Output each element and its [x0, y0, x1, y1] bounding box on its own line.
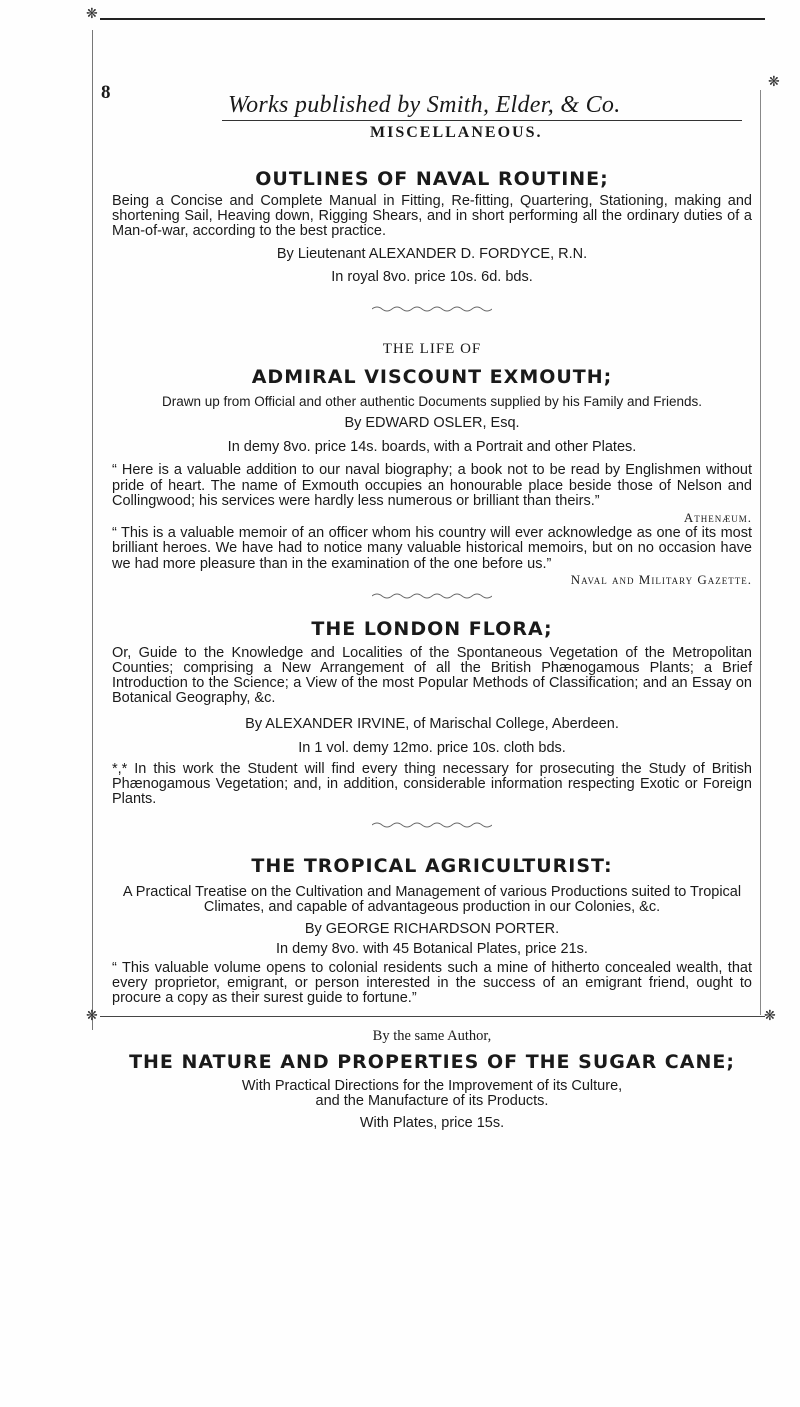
book-subtitle: A Practical Treatise on the Cultivation and Management of various Productions suited to Tropical Climates, and capable of advantageous production in our Colonies, &c. [122, 884, 742, 915]
top-rule [100, 18, 765, 20]
book-subtitle-line: and the Manufacture of its Products. [315, 1093, 549, 1109]
book-entry [112, 341, 752, 600]
book-author: By GEORGE RICHARDSON PORTER. [304, 921, 560, 937]
book-title: THE LONDON FLORA; [311, 618, 553, 640]
book-author: By EDWARD OSLER, Esq. [344, 415, 520, 431]
left-frame-line [92, 30, 93, 1030]
book-title: ADMIRAL VISCOUNT EXMOUTH; [251, 366, 613, 388]
book-price: In royal 8vo. price 10s. 6d. bds. [331, 269, 533, 285]
book-entry [112, 618, 752, 829]
book-entry [112, 855, 752, 1006]
corner-ornament-icon: ❋ [86, 7, 98, 22]
book-subtitle: Being a Concise and Complete Manual in Fitting, Re-fitting, Quartering, Stationing, making and shortening Sail, Heaving down, Rigging Shears, and in short performing all the ordinary duties of a Man-of-war, according to the best practice. [112, 193, 752, 239]
book-note: *,* In this work the Student will find every thing necessary for prosecuting the Study of British Phænogamous Vegetation; and, in addition, considerable information respecting Exotic or Foreign Plants. [112, 761, 752, 807]
book-title-prefix: THE LIFE OF [382, 341, 482, 357]
book-title: OUTLINES OF NAVAL ROUTINE; [255, 168, 609, 190]
book-title: THE TROPICAL AGRICULTURIST: [251, 855, 613, 877]
running-head: Works published by Smith, Elder, & Co. [228, 92, 621, 118]
review-quote: “ This is a valuable memoir of an officer whom his country will ever acknowledge as one of its most brilliant heroes. We have had to notice many valuable historical memoirs, but on no occasion have we had more pleasure than in the examination of the one before us.” [112, 524, 752, 572]
book-entry [112, 1028, 752, 1131]
book-subtitle-line: With Practical Directions for the Improvement of its Culture, [241, 1078, 623, 1094]
review-source: Athenæum. [683, 509, 752, 525]
book-title-prefix: By the same Author, [372, 1028, 492, 1044]
book-author: By ALEXANDER IRVINE, of Marischal College, Aberdeen. [245, 716, 619, 732]
book-entry [112, 168, 752, 313]
book-title: THE NATURE AND PROPERTIES OF THE SUGAR CANE; [129, 1051, 735, 1073]
book-subtitle: Drawn up from Official and other authentic Documents supplied by his Family and Friends. [161, 394, 702, 409]
review-source: Naval and Military Gazette. [570, 572, 752, 587]
section-heading: MISCELLANEOUS. [370, 124, 543, 141]
book-price: In 1 vol. demy 12mo. price 10s. cloth bds. [298, 740, 566, 756]
wavy-separator [372, 592, 492, 600]
book-price: In demy 8vo. price 14s. boards, with a Portrait and other Plates. [227, 439, 637, 455]
book-subtitle: Or, Guide to the Knowledge and Localities of the Spontaneous Vegetation of the Metropolitan Counties; comprising a New Arrangement of all the British Phænogamous Plants; a Brief Introduction to the Science; a View of the most Popular Methods of Classification; and an Essay on Botanical Geography, &c. [112, 645, 752, 706]
corner-ornament-icon: ❋ [86, 1009, 98, 1024]
wavy-separator [372, 305, 492, 313]
bottom-rule [100, 1016, 765, 1017]
book-author: By Lieutenant ALEXANDER D. FORDYCE, R.N. [276, 246, 588, 262]
page-number: 8 [101, 82, 111, 103]
wavy-separator [372, 821, 492, 829]
header-rule [222, 120, 742, 121]
book-price: With Plates, price 15s. [359, 1115, 505, 1131]
right-frame-line [760, 90, 761, 1015]
corner-ornament-icon: ❋ [764, 1009, 776, 1024]
corner-ornament-icon: ❋ [768, 75, 780, 90]
book-price: In demy 8vo. with 45 Botanical Plates, price 21s. [276, 941, 588, 957]
review-quote: “ Here is a valuable addition to our naval biography; a book not to be read by Englishmen without pride of heart. The name of Exmouth occupies an honourable place beside those of Nelson and Collingwood; his services were hardly less numerous or brilliant than theirs.” [112, 462, 752, 509]
review-quote: “ This valuable volume opens to colonial residents such a mine of hitherto concealed wealth, that every proprietor, emigrant, or person interested in the success of an emigrant friend, ought to procure a copy as their surest guide to fortune.” [112, 960, 752, 1006]
page-content [112, 168, 752, 1131]
